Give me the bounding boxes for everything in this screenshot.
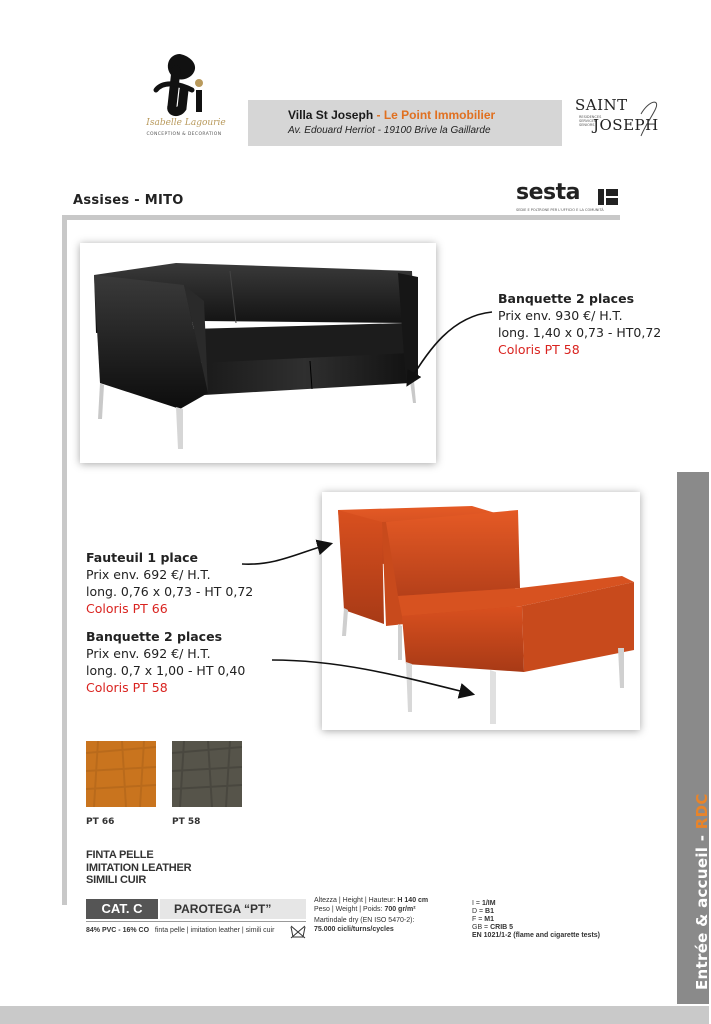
norm-germany: D = B1 [472,908,494,915]
material-line: SIMILI CUIR [86,874,147,886]
norm-uk: GB = CRIB 5 [472,924,514,931]
product-name: Banquette 2 places [498,291,635,306]
product-name: Fauteuil 1 place [86,550,199,565]
swatch-pt66 [86,741,156,807]
side-tab-text: Entrée & accueil - [693,829,711,990]
product-dimensions: long. 0,76 x 0,73 - HT 0,72 [86,584,254,599]
leather-texture-icon [86,741,156,807]
product-color: Coloris PT 66 [86,601,168,616]
header-title-accent: Le Point Immobilier [383,108,496,122]
partner-logo-small: RESIDENCES SERVICES SENIORS [579,115,602,127]
product-dimensions: long. 1,40 x 0,73 - HT0,72 [498,325,662,340]
brand-wordmark: sesta [516,180,580,205]
product-price: Prix env. 692 €/ H.T. [86,646,211,661]
material-description [86,849,191,887]
material-line: IMITATION LEATHER [86,861,192,874]
section-title: Assises - MITO [73,193,184,208]
norm-france: F = M1 [472,916,494,923]
side-tab-accent: RDC [693,793,711,830]
spec-height: Altezza | Height | Hauteur: H 140 cm [314,897,429,904]
composition [86,927,274,934]
footer-band [0,1006,709,1024]
fire-norms [472,900,600,940]
product-dimensions: long. 0,7 x 1,00 - HT 0,40 [86,663,246,678]
swatch-label: PT 58 [172,817,201,827]
product-sofa-info [498,290,661,358]
product-price: Prix env. 692 €/ H.T. [86,567,211,582]
composition-percent: 84% PVC - 16% CO [86,927,150,934]
fabric-specs [314,897,428,934]
arrow-sofa [408,312,492,384]
brand-tagline: SEDIE E POLTRONE PER L'UFFICIO E LA COMUNITÀ [516,208,604,212]
partner-logo-line1: SAINT [575,96,628,114]
norm-italy: I = 1/IM [472,900,496,907]
header-address: Av. Edouard Herriot - 19100 Brive la Gaillarde [288,125,491,136]
product-color: Coloris PT 58 [86,680,168,695]
arrow-fauteuil [242,544,330,564]
no-wash-icon [290,925,306,939]
designer-subtitle: CONCEPTION & DECORATION [146,132,222,137]
category-badge: CAT. C [86,899,158,919]
designer-signature: Isabelle Lagourie [146,118,226,128]
composition-description: finta pelle | imitation leather | simili cuir [154,927,275,934]
partner-logo-line2: JOSEPH [593,116,659,134]
swatch-pt58 [172,741,242,807]
swatch-label: PT 66 [86,817,115,827]
norm-en: EN 1021/1-2 (flame and cigarette tests) [472,932,600,939]
spec-martindale-value: 75.000 cicli/turns/cycles [314,925,394,933]
product-price: Prix env. 930 €/ H.T. [498,308,623,323]
spec-martindale-label: Martindale dry (EN ISO 5470-2): [314,917,415,924]
fabric-name: PAROTEGA “PT” [160,899,306,919]
product-fauteuil-info [86,549,253,617]
leather-texture-icon [172,741,242,807]
product-color: Coloris PT 58 [498,342,580,357]
side-tab-label [693,793,711,990]
care-icon [290,924,306,943]
product-chaise-info [86,628,245,696]
header-title-separator: - [373,108,384,122]
spec-weight: Peso | Weight | Poids: 700 gr/m² [314,905,416,913]
product-name: Banquette 2 places [86,629,223,644]
catalog-divider [86,921,306,922]
material-line: FINTA PELLE [86,849,154,861]
arrow-chaise [272,660,472,694]
header-title-main: Villa St Joseph [288,108,374,122]
